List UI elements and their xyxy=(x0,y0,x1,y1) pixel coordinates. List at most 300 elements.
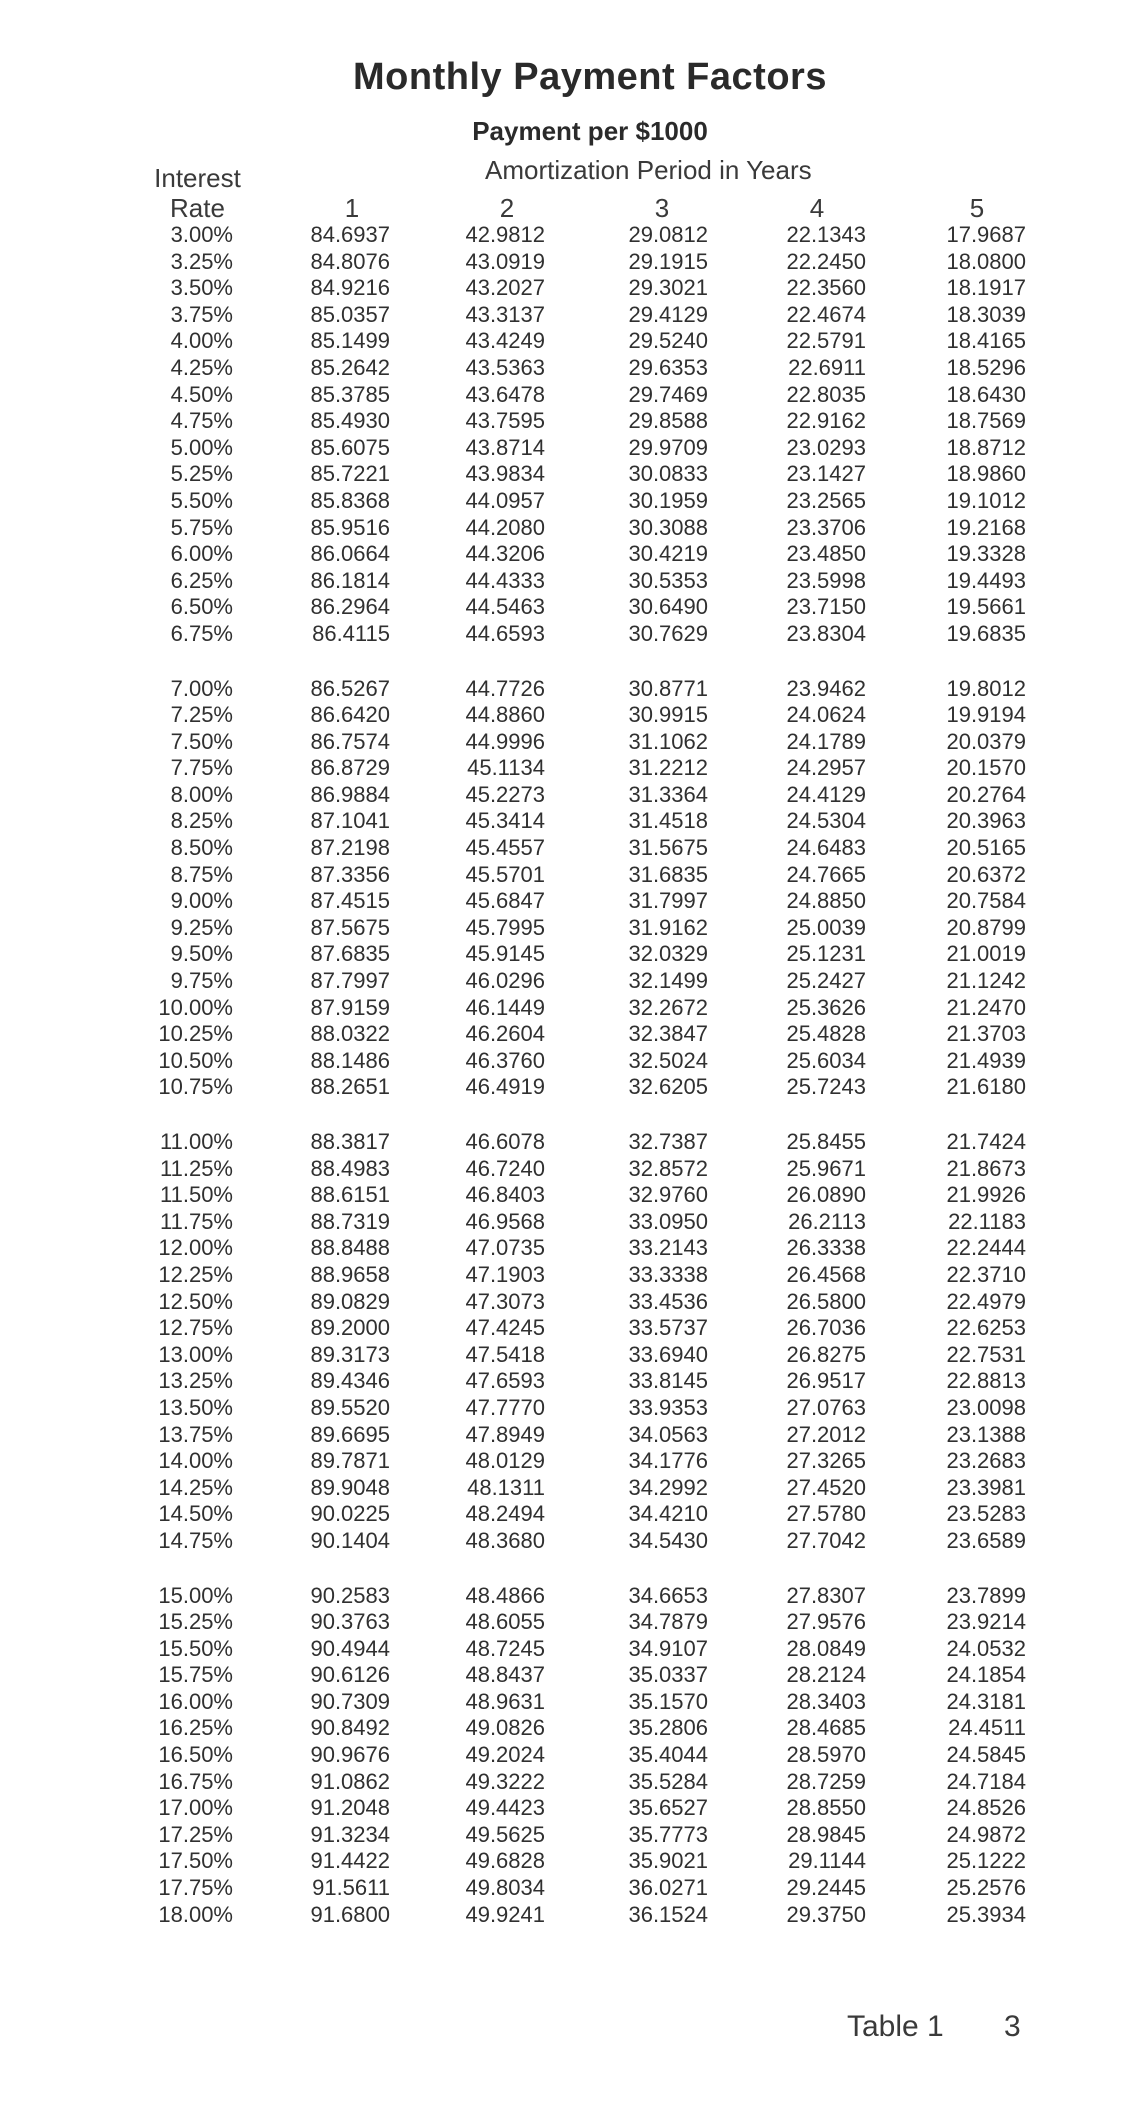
year-2-cell: 44.7726 xyxy=(465,675,545,701)
table-row xyxy=(0,1129,1127,1156)
table-row xyxy=(0,1475,1127,1502)
year-3-cell: 34.7879 xyxy=(628,1609,708,1635)
rate-cell: 6.75% xyxy=(170,620,233,646)
year-1-cell: 87.7997 xyxy=(310,968,390,994)
year-1-cell: 90.2583 xyxy=(310,1582,390,1608)
table-row xyxy=(0,1342,1127,1369)
rate-cell: 8.50% xyxy=(170,835,233,861)
year-5-cell: 19.5661 xyxy=(946,594,1026,620)
year-2-cell: 46.1449 xyxy=(465,994,545,1020)
year-4-cell: 26.2113 xyxy=(788,1208,866,1234)
year-2-cell: 49.5625 xyxy=(465,1821,545,1847)
year-3-cell: 29.9709 xyxy=(628,434,708,460)
table-row xyxy=(0,594,1127,621)
year-1-cell: 87.9159 xyxy=(310,994,390,1020)
rate-cell: 11.50% xyxy=(160,1182,233,1208)
table-row xyxy=(0,408,1127,435)
table-row xyxy=(0,621,1127,648)
year-2-cell: 43.4249 xyxy=(465,328,545,354)
year-3-cell: 29.8588 xyxy=(628,408,708,434)
year-1-cell: 85.1499 xyxy=(310,328,390,354)
table-row xyxy=(0,1848,1127,1875)
year-5-cell: 23.9214 xyxy=(946,1609,1026,1635)
year-2-cell: 46.9568 xyxy=(465,1208,545,1234)
year-2-cell: 49.8034 xyxy=(465,1875,545,1901)
rate-cell: 7.50% xyxy=(170,728,233,754)
year-4-cell: 23.1427 xyxy=(786,461,866,487)
table-row xyxy=(0,702,1127,729)
table-row xyxy=(0,1875,1127,1902)
year-5-cell: 23.0098 xyxy=(946,1394,1026,1420)
table-row xyxy=(0,1583,1127,1610)
year-4-cell: 25.2427 xyxy=(786,968,866,994)
year-4-cell: 23.7150 xyxy=(786,594,866,620)
year-3-cell: 30.1959 xyxy=(628,487,708,513)
rate-cell: 6.50% xyxy=(170,594,233,620)
rate-cell: 7.75% xyxy=(170,755,233,781)
year-2-cell: 46.0296 xyxy=(465,968,545,994)
year-5-cell: 21.9926 xyxy=(946,1182,1026,1208)
year-1-cell: 86.8729 xyxy=(310,755,390,781)
rate-cell: 9.50% xyxy=(170,941,233,967)
rate-cell: 17.75% xyxy=(158,1875,233,1901)
table-row xyxy=(0,995,1127,1022)
year-5-cell: 18.5296 xyxy=(946,354,1026,380)
year-3-cell: 33.5737 xyxy=(628,1315,708,1341)
year-2-cell: 44.9996 xyxy=(465,728,545,754)
year-1-cell: 87.1041 xyxy=(310,808,390,834)
year-5-cell: 21.4939 xyxy=(946,1047,1026,1073)
year-3-cell: 31.4518 xyxy=(628,808,708,834)
year-2-cell: 46.6078 xyxy=(465,1129,545,1154)
year-4-cell: 26.3338 xyxy=(786,1235,866,1261)
year-5-cell: 22.8813 xyxy=(946,1368,1026,1394)
year-3-cell: 32.0329 xyxy=(628,941,708,967)
year-1-cell: 89.9048 xyxy=(310,1474,390,1500)
year-3-cell: 35.4044 xyxy=(628,1742,708,1768)
year-5-cell: 23.3981 xyxy=(946,1474,1026,1500)
year-3-cell: 29.6353 xyxy=(628,354,708,380)
table-row xyxy=(0,382,1127,409)
year-2-cell: 47.4245 xyxy=(465,1315,545,1341)
year-1-cell: 88.3817 xyxy=(310,1129,390,1154)
year-4-cell: 25.7243 xyxy=(786,1074,866,1100)
year-3-cell: 30.0833 xyxy=(628,461,708,487)
year-3-cell: 30.3088 xyxy=(628,514,708,540)
year-3-cell: 31.2212 xyxy=(628,755,708,781)
year-5-cell: 24.7184 xyxy=(946,1768,1026,1794)
year-2-cell: 46.3760 xyxy=(465,1047,545,1073)
table-row xyxy=(0,1609,1127,1636)
year-4-cell: 23.3706 xyxy=(786,514,866,540)
rate-cell: 16.75% xyxy=(158,1768,233,1794)
year-5-cell: 24.5845 xyxy=(946,1742,1026,1768)
rate-cell: 6.25% xyxy=(170,567,233,593)
year-4-cell: 23.5998 xyxy=(786,567,866,593)
year-5-cell: 21.1242 xyxy=(946,968,1026,994)
year-1-cell: 89.4346 xyxy=(310,1368,390,1394)
rate-cell: 5.50% xyxy=(170,487,233,513)
year-3-cell: 30.6490 xyxy=(628,594,708,620)
year-2-cell: 44.5463 xyxy=(465,594,545,620)
rate-cell: 15.75% xyxy=(158,1662,233,1688)
year-2-cell: 46.4919 xyxy=(465,1074,545,1100)
year-5-cell: 23.7899 xyxy=(946,1582,1026,1608)
year-3-cell: 32.8572 xyxy=(628,1155,708,1181)
year-2-cell: 47.5418 xyxy=(465,1341,545,1367)
year-1-cell: 88.2651 xyxy=(310,1074,390,1100)
year-3-cell: 31.6835 xyxy=(628,861,708,887)
year-2-cell: 45.3414 xyxy=(465,808,545,834)
year-4-cell: 22.6911 xyxy=(788,354,866,380)
year-3-cell: 32.7387 xyxy=(628,1129,708,1154)
table-row xyxy=(0,1235,1127,1262)
year-3-cell: 33.0950 xyxy=(628,1208,708,1234)
rate-cell: 16.00% xyxy=(158,1688,233,1714)
year-4-cell: 25.3626 xyxy=(786,994,866,1020)
table-row xyxy=(0,515,1127,542)
year-1-cell: 90.3763 xyxy=(310,1609,390,1635)
year-5-cell: 24.8526 xyxy=(946,1795,1026,1821)
year-2-cell: 43.9834 xyxy=(465,461,545,487)
year-1-cell: 86.0664 xyxy=(310,541,390,567)
year-2-cell: 44.2080 xyxy=(465,514,545,540)
year-3-cell: 33.9353 xyxy=(628,1394,708,1420)
year-3-cell: 36.0271 xyxy=(628,1875,708,1901)
table-row xyxy=(0,1769,1127,1796)
year-5-cell: 19.4493 xyxy=(946,567,1026,593)
year-4-cell: 28.7259 xyxy=(786,1768,866,1794)
year-2-cell: 47.7770 xyxy=(465,1394,545,1420)
year-1-cell: 86.9884 xyxy=(310,781,390,807)
year-4-cell: 24.2957 xyxy=(786,755,866,781)
year-5-cell: 23.6589 xyxy=(946,1527,1026,1553)
rate-cell: 5.75% xyxy=(170,514,233,540)
footer-table-label: Table 1 xyxy=(847,2010,944,2043)
year-4-cell: 25.0039 xyxy=(786,914,866,940)
year-5-cell: 20.1570 xyxy=(946,755,1026,781)
year-1-cell: 88.9658 xyxy=(310,1261,390,1287)
rate-cell: 7.00% xyxy=(170,675,233,701)
year-1-cell: 85.6075 xyxy=(310,434,390,460)
table-row xyxy=(0,1074,1127,1101)
year-1-cell: 87.3356 xyxy=(310,861,390,887)
rate-cell: 3.25% xyxy=(170,248,233,274)
year-1-cell: 89.6695 xyxy=(310,1421,390,1447)
year-3-cell: 29.4129 xyxy=(628,301,708,327)
year-5-cell: 25.1222 xyxy=(946,1848,1026,1874)
year-4-cell: 27.5780 xyxy=(786,1501,866,1527)
table-row xyxy=(0,1662,1127,1689)
table-row xyxy=(0,249,1127,276)
year-2-cell: 48.3680 xyxy=(465,1527,545,1553)
table-row xyxy=(0,328,1127,355)
year-3-cell: 31.1062 xyxy=(628,728,708,754)
year-3-cell: 30.4219 xyxy=(628,541,708,567)
year-5-cell: 17.9687 xyxy=(946,222,1026,247)
year-4-cell: 23.0293 xyxy=(786,434,866,460)
year-5-cell: 21.0019 xyxy=(946,941,1026,967)
table-row xyxy=(0,888,1127,915)
year-1-cell: 88.8488 xyxy=(310,1235,390,1261)
year-5-cell: 18.0800 xyxy=(946,248,1026,274)
year-1-cell: 91.0862 xyxy=(310,1768,390,1794)
year-4-cell: 22.4674 xyxy=(786,301,866,327)
rate-cell: 12.25% xyxy=(158,1261,233,1287)
year-4-cell: 22.3560 xyxy=(786,275,866,301)
year-2-cell: 48.0129 xyxy=(465,1448,545,1474)
year-1-cell: 90.6126 xyxy=(310,1662,390,1688)
year-4-cell: 22.1343 xyxy=(786,222,866,247)
table-row xyxy=(0,1368,1127,1395)
year-3-cell: 34.9107 xyxy=(628,1635,708,1661)
year-4-cell: 22.8035 xyxy=(786,381,866,407)
rate-cell: 9.75% xyxy=(170,968,233,994)
year-5-cell: 22.2444 xyxy=(946,1235,1026,1261)
year-header-5: 5 xyxy=(969,193,985,223)
year-1-cell: 91.4422 xyxy=(310,1848,390,1874)
table-row xyxy=(0,488,1127,515)
year-4-cell: 28.9845 xyxy=(786,1821,866,1847)
year-3-cell: 32.9760 xyxy=(628,1182,708,1208)
year-3-cell: 30.5353 xyxy=(628,567,708,593)
year-2-cell: 47.3073 xyxy=(465,1288,545,1314)
table-row xyxy=(0,941,1127,968)
year-5-cell: 23.2683 xyxy=(946,1448,1026,1474)
year-4-cell: 29.3750 xyxy=(786,1901,866,1927)
year-5-cell: 25.2576 xyxy=(946,1875,1026,1901)
year-5-cell: 20.8799 xyxy=(946,914,1026,940)
year-4-cell: 27.3265 xyxy=(786,1448,866,1474)
year-4-cell: 27.7042 xyxy=(786,1527,866,1553)
rate-cell: 10.00% xyxy=(158,994,233,1020)
year-3-cell: 36.1524 xyxy=(628,1901,708,1927)
year-3-cell: 34.5430 xyxy=(628,1527,708,1553)
year-5-cell: 21.8673 xyxy=(946,1155,1026,1181)
year-2-cell: 43.6478 xyxy=(465,381,545,407)
rate-cell: 13.50% xyxy=(158,1394,233,1420)
year-1-cell: 84.6937 xyxy=(310,222,390,247)
year-1-cell: 89.3173 xyxy=(310,1341,390,1367)
year-5-cell: 18.3039 xyxy=(946,301,1026,327)
year-4-cell: 26.5800 xyxy=(786,1288,866,1314)
year-2-cell: 43.8714 xyxy=(465,434,545,460)
table-row xyxy=(0,835,1127,862)
year-1-cell: 90.1404 xyxy=(310,1527,390,1553)
year-1-cell: 85.3785 xyxy=(310,381,390,407)
rate-cell: 17.50% xyxy=(158,1848,233,1874)
year-4-cell: 28.8550 xyxy=(786,1795,866,1821)
year-3-cell: 32.6205 xyxy=(628,1074,708,1100)
year-4-cell: 26.0890 xyxy=(786,1182,866,1208)
year-1-cell: 91.6800 xyxy=(310,1901,390,1927)
rate-cell: 10.25% xyxy=(158,1021,233,1047)
rate-cell: 11.00% xyxy=(160,1129,233,1154)
year-1-cell: 90.7309 xyxy=(310,1688,390,1714)
rate-cell: 14.75% xyxy=(158,1527,233,1553)
year-header-4: 4 xyxy=(809,193,825,223)
year-4-cell: 26.9517 xyxy=(786,1368,866,1394)
year-1-cell: 88.6151 xyxy=(310,1182,390,1208)
year-3-cell: 32.1499 xyxy=(628,968,708,994)
year-5-cell: 18.8712 xyxy=(946,434,1026,460)
year-1-cell: 91.3234 xyxy=(310,1821,390,1847)
rate-cell: 4.50% xyxy=(170,381,233,407)
year-4-cell: 29.2445 xyxy=(786,1875,866,1901)
year-4-cell: 28.5970 xyxy=(786,1742,866,1768)
year-2-cell: 49.6828 xyxy=(465,1848,545,1874)
year-4-cell: 26.7036 xyxy=(786,1315,866,1341)
rate-cell: 12.50% xyxy=(158,1288,233,1314)
table-row xyxy=(0,1209,1127,1236)
year-3-cell: 32.5024 xyxy=(628,1047,708,1073)
year-2-cell: 43.3137 xyxy=(465,301,545,327)
year-1-cell: 90.9676 xyxy=(310,1742,390,1768)
year-3-cell: 33.3338 xyxy=(628,1261,708,1287)
year-5-cell: 21.3703 xyxy=(946,1021,1026,1047)
year-2-cell: 45.9145 xyxy=(465,941,545,967)
year-2-cell: 44.6593 xyxy=(465,620,545,646)
year-5-cell: 19.2168 xyxy=(946,514,1026,540)
rate-cell: 12.75% xyxy=(158,1315,233,1341)
table-row xyxy=(0,1182,1127,1209)
footer-page-number: 3 xyxy=(1004,2010,1021,2043)
year-3-cell: 35.6527 xyxy=(628,1795,708,1821)
year-1-cell: 86.5267 xyxy=(310,675,390,701)
year-4-cell: 25.6034 xyxy=(786,1047,866,1073)
year-5-cell: 20.7584 xyxy=(946,888,1026,914)
year-3-cell: 29.0812 xyxy=(628,222,708,247)
rate-cell: 4.75% xyxy=(170,408,233,434)
year-1-cell: 84.8076 xyxy=(310,248,390,274)
year-1-cell: 88.7319 xyxy=(310,1208,390,1234)
table-row xyxy=(0,1156,1127,1183)
table-row xyxy=(0,302,1127,329)
rate-cell: 3.50% xyxy=(170,275,233,301)
year-4-cell: 29.1144 xyxy=(788,1848,866,1874)
year-4-cell: 23.8304 xyxy=(786,620,866,646)
year-3-cell: 33.2143 xyxy=(628,1235,708,1261)
rate-cell: 4.00% xyxy=(170,328,233,354)
year-5-cell: 22.6253 xyxy=(946,1315,1026,1341)
year-5-cell: 18.1917 xyxy=(946,275,1026,301)
year-4-cell: 28.3403 xyxy=(786,1688,866,1714)
year-4-cell: 24.6483 xyxy=(786,835,866,861)
year-5-cell: 22.4979 xyxy=(946,1288,1026,1314)
year-4-cell: 24.8850 xyxy=(786,888,866,914)
year-5-cell: 24.3181 xyxy=(946,1688,1026,1714)
amortization-period-label: Amortization Period in Years xyxy=(485,155,812,185)
year-4-cell: 27.8307 xyxy=(786,1582,866,1608)
rate-cell: 3.75% xyxy=(170,301,233,327)
year-header-1: 1 xyxy=(344,193,360,223)
year-2-cell: 47.6593 xyxy=(465,1368,545,1394)
year-5-cell: 18.6430 xyxy=(946,381,1026,407)
year-5-cell: 23.5283 xyxy=(946,1501,1026,1527)
rate-cell: 16.25% xyxy=(158,1715,233,1741)
rate-cell: 7.25% xyxy=(170,702,233,728)
rate-cell: 17.25% xyxy=(158,1821,233,1847)
year-1-cell: 84.9216 xyxy=(310,275,390,301)
year-4-cell: 24.7665 xyxy=(786,861,866,887)
year-2-cell: 48.9631 xyxy=(465,1688,545,1714)
table-row xyxy=(0,755,1127,782)
year-5-cell: 24.4511 xyxy=(948,1715,1026,1741)
year-3-cell: 35.5284 xyxy=(628,1768,708,1794)
table-row xyxy=(0,1501,1127,1528)
year-1-cell: 86.4115 xyxy=(312,620,390,646)
year-5-cell: 20.5165 xyxy=(946,835,1026,861)
year-4-cell: 25.9671 xyxy=(786,1155,866,1181)
year-1-cell: 89.0829 xyxy=(310,1288,390,1314)
year-5-cell: 24.0532 xyxy=(946,1635,1026,1661)
table-row xyxy=(0,729,1127,756)
year-header-2: 2 xyxy=(499,193,515,223)
table-row xyxy=(0,1448,1127,1475)
year-3-cell: 29.3021 xyxy=(628,275,708,301)
year-4-cell: 27.4520 xyxy=(786,1474,866,1500)
table-row xyxy=(0,541,1127,568)
year-2-cell: 44.4333 xyxy=(465,567,545,593)
rate-cell: 15.50% xyxy=(158,1635,233,1661)
year-2-cell: 44.8860 xyxy=(465,702,545,728)
year-5-cell: 20.0379 xyxy=(946,728,1026,754)
year-4-cell: 23.9462 xyxy=(786,675,866,701)
table-row xyxy=(0,1289,1127,1316)
year-2-cell: 43.2027 xyxy=(465,275,545,301)
year-2-cell: 43.7595 xyxy=(465,408,545,434)
year-4-cell: 23.4850 xyxy=(786,541,866,567)
year-5-cell: 19.8012 xyxy=(946,675,1026,701)
year-4-cell: 24.0624 xyxy=(786,702,866,728)
year-5-cell: 20.6372 xyxy=(946,861,1026,887)
year-2-cell: 49.0826 xyxy=(465,1715,545,1741)
year-4-cell: 22.2450 xyxy=(786,248,866,274)
year-2-cell: 47.8949 xyxy=(465,1421,545,1447)
year-5-cell: 24.9872 xyxy=(946,1821,1026,1847)
year-header-3: 3 xyxy=(654,193,670,223)
rate-cell: 3.00% xyxy=(170,222,233,247)
year-2-cell: 48.7245 xyxy=(465,1635,545,1661)
rate-cell: 5.25% xyxy=(170,461,233,487)
year-2-cell: 46.8403 xyxy=(465,1182,545,1208)
rate-cell: 10.50% xyxy=(158,1047,233,1073)
year-4-cell: 23.2565 xyxy=(786,487,866,513)
year-4-cell: 28.0849 xyxy=(786,1635,866,1661)
year-1-cell: 90.0225 xyxy=(310,1501,390,1527)
year-2-cell: 42.9812 xyxy=(465,222,545,247)
year-5-cell: 20.3963 xyxy=(946,808,1026,834)
table-row xyxy=(0,1715,1127,1742)
year-5-cell: 19.3328 xyxy=(946,541,1026,567)
year-4-cell: 25.1231 xyxy=(786,941,866,967)
year-5-cell: 22.1183 xyxy=(948,1208,1026,1234)
rate-cell: 11.25% xyxy=(160,1155,233,1181)
year-5-cell: 18.7569 xyxy=(946,408,1026,434)
year-3-cell: 30.9915 xyxy=(628,702,708,728)
rate-cell: 18.00% xyxy=(158,1901,233,1927)
year-4-cell: 28.4685 xyxy=(786,1715,866,1741)
page-subtitle: Payment per $1000 xyxy=(472,116,708,146)
table-row xyxy=(0,782,1127,809)
year-3-cell: 35.9021 xyxy=(628,1848,708,1874)
year-1-cell: 89.7871 xyxy=(310,1448,390,1474)
year-1-cell: 85.9516 xyxy=(310,514,390,540)
year-3-cell: 35.7773 xyxy=(628,1821,708,1847)
year-3-cell: 33.8145 xyxy=(628,1368,708,1394)
table-row xyxy=(0,568,1127,595)
year-5-cell: 22.7531 xyxy=(946,1341,1026,1367)
